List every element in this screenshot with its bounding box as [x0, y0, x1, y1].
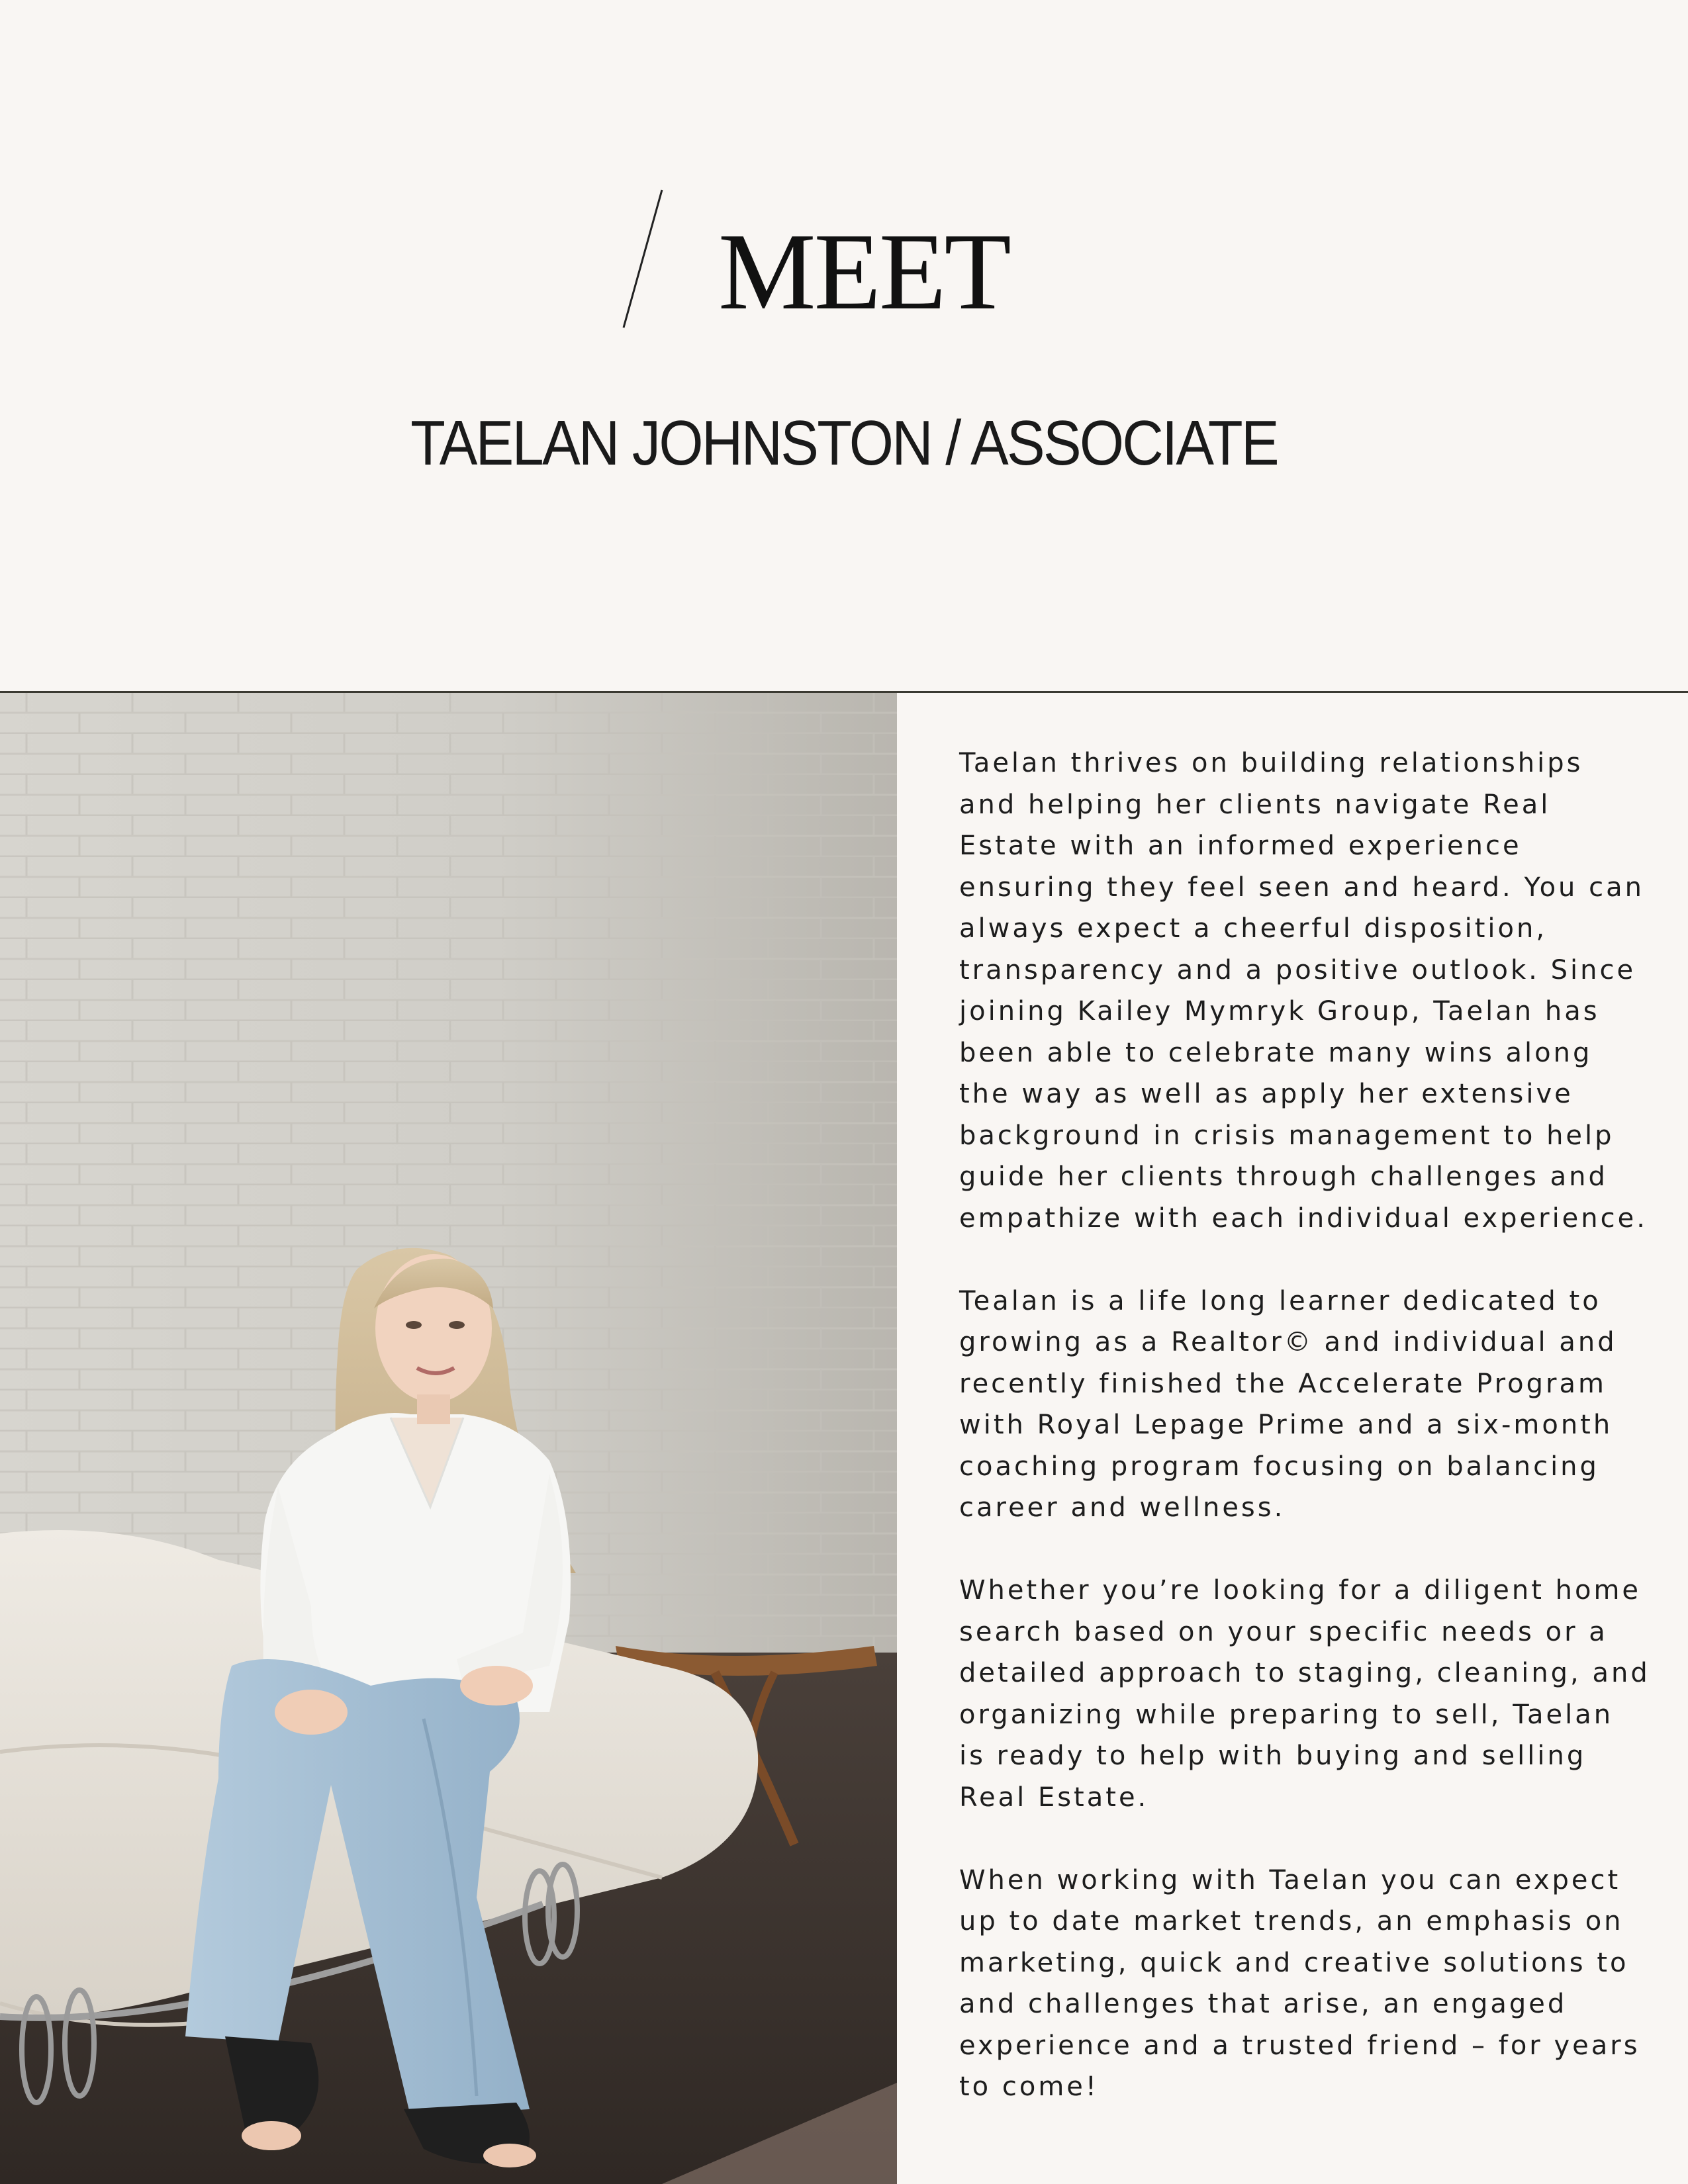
bio-line: transparency and a positive outlook. Since — [959, 954, 1636, 985]
bio-line: up to date market trends, an emphasis on — [959, 1906, 1624, 1936]
bio-line: and challenges that arise, an engaged — [959, 1989, 1568, 2019]
bio-text — [959, 743, 1654, 2149]
bio-line: search based on your specific needs or a — [959, 1616, 1608, 1647]
bio-paragraph — [959, 1281, 1654, 1529]
bio-line: coaching program focusing on balancing — [959, 1451, 1599, 1482]
bio-line: recently finished the Accelerate Program — [959, 1368, 1607, 1399]
decorative-slash-icon — [622, 189, 663, 329]
bio-line: and helping her clients navigate Real — [959, 789, 1551, 820]
bio-line: been able to celebrate many wins along — [959, 1037, 1593, 1068]
bio-paragraph — [959, 1570, 1654, 1818]
bio-line: When working with Taelan you can expect — [959, 1864, 1621, 1895]
bio-line: with Royal Lepage Prime and a six-month — [959, 1410, 1613, 1440]
page-title: MEET — [718, 210, 1009, 332]
bio-line: guide her clients through challenges and — [959, 1161, 1608, 1192]
bio-line: organizing while preparing to sell, Taelan — [959, 1699, 1614, 1730]
bio-line: experience and a trusted friend – for years — [959, 2030, 1640, 2061]
bio-line: marketing, quick and creative solutions to — [959, 1947, 1629, 1978]
page-header — [0, 0, 1688, 691]
bio-line: Real Estate. — [959, 1782, 1149, 1813]
bio-line: career and wellness. — [959, 1492, 1286, 1523]
portrait-photo — [0, 693, 897, 2184]
bio-paragraph — [959, 1860, 1654, 2108]
bio-line: the way as well as apply her extensive — [959, 1079, 1573, 1109]
bio-line: detailed approach to staging, cleaning, and — [959, 1658, 1650, 1688]
bio-line: growing as a Realtor© and individual and — [959, 1327, 1617, 1357]
bio-line: Estate with an informed experience — [959, 831, 1522, 861]
bio-line: ensuring they feel seen and heard. You can — [959, 872, 1644, 903]
bio-line: to come! — [959, 2071, 1099, 2102]
bio-line: Whether you’re looking for a diligent home — [959, 1575, 1642, 1606]
bio-paragraph — [959, 743, 1654, 1239]
bio-line: is ready to help with buying and selling — [959, 1741, 1587, 1771]
bio-line: always expect a cheerful disposition, — [959, 913, 1548, 944]
bio-line: joining Kailey Mymryk Group, Taelan has — [959, 996, 1600, 1026]
bio-line: Tealan is a life long learner dedicated to — [959, 1285, 1601, 1316]
bio-line: Taelan thrives on building relationships — [959, 748, 1583, 778]
portrait-illustration — [0, 693, 897, 2184]
bio-line: background in crisis management to help — [959, 1120, 1615, 1151]
bio-line: empathize with each individual experience. — [959, 1203, 1648, 1234]
page-subtitle: TAELAN JOHNSTON / ASSOCIATE — [410, 408, 1278, 478]
